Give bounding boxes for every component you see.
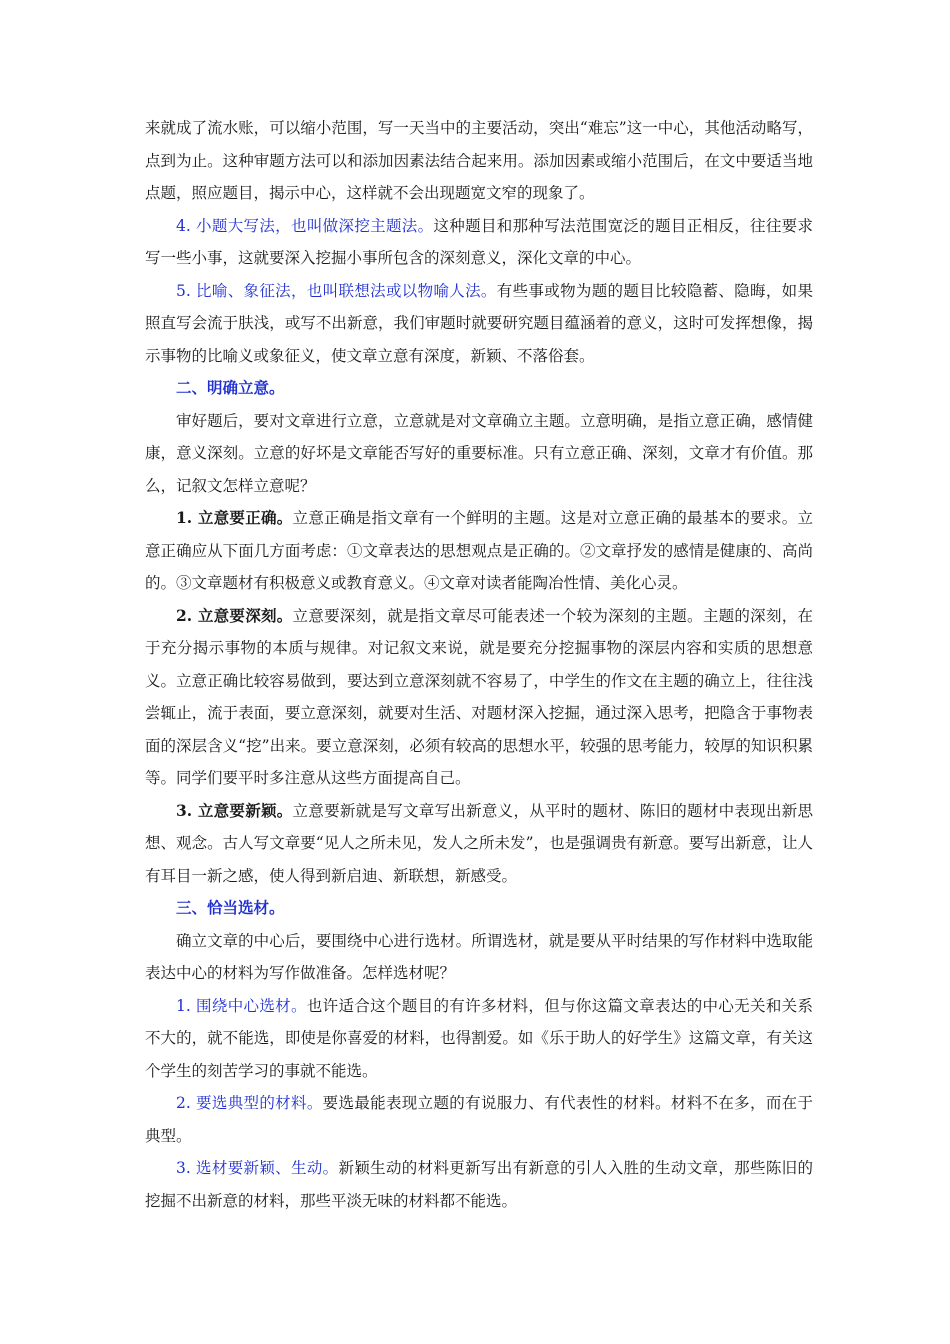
paragraph-center <box>145 990 813 1088</box>
point-heading-deep: 2. 立意要深刻。 <box>176 605 293 625</box>
point-heading-novel: 3. 立意要新颖。 <box>176 800 293 820</box>
paragraph-correct <box>145 502 813 600</box>
method-heading-4: 4. 小题大写法，也叫做深挖主题法。 <box>176 216 434 235</box>
select-heading-1: 1. 围绕中心选材。 <box>176 996 307 1015</box>
paragraph-typical <box>145 1087 813 1152</box>
document-page <box>145 112 813 1217</box>
paragraph-novel <box>145 795 813 893</box>
method-body-5: 有些事或物为题的题目比较隐蓄、隐晦，如果照直写会流于肤浅，或写不出新意，我们审题时就要研究题目蕴涵着的意义，这时可发挥想像，揭示事物的比喻义或象征义，使文章立意有深度，新颖、不落俗套。 <box>145 281 813 365</box>
paragraph-intro-2: 审好题后，要对文章进行立意，立意就是对文章确立主题。立意明确，是指立意正确，感情健康，意义深刻。立意的好坏是文章能否写好的重要标准。只有立意正确、深刻，文章才有价值。那么，记叙文怎样立意呢？ <box>145 411 813 495</box>
paragraph-deep <box>145 600 813 795</box>
point-heading-correct: 1. 立意要正确。 <box>176 508 293 527</box>
paragraph-vivid <box>145 1152 813 1217</box>
method-heading-5: 5. 比喻、象征法，也叫联想法或以物喻人法。 <box>176 281 497 300</box>
method-body-4: 这种题目和那种写法范围宽泛的题目正相反，往往要求写一些小事，这就要深入挖掘小事所包含的深刻意义，深化文章的中心。 <box>145 216 813 267</box>
paragraph-intro-3: 确立文章的中心后，要围绕中心进行选材。所谓选材，就是要从平时结果的写作材料中选取能表达中心的材料为写作做准备。怎样选材呢？ <box>145 931 813 982</box>
point-body-deep: 立意要深刻，就是指文章尽可能表述一个较为深刻的主题。主题的深刻，在于充分揭示事物的本质与规律。对记叙文来说，就是要充分挖掘事物的深层内容和实质的思想意义。立意正确比较容易做到，要达到立意深刻就不容易了，中学生的作文在主题的确立上，往往浅尝辄止，流于表面，要立意深刻，就要对生活、对题材深入挖掘，通过深入思考，把隐含于事物表面的深层含义“挖”出来。要立意深刻，必须有较高的思想水平，较强的思考能力，较厚的知识积累等。同学们要平时多注意从这些方面提高自己。 <box>145 606 813 787</box>
point-body-correct: 立意正确是指文章有一个鲜明的主题。这是对立意正确的最基本的要求。立意正确应从下面几方面考虑：①文章表达的思想观点是正确的。②文章抒发的感情是健康的、高尚的。③文章题材有积极意义或教育意义。④文章对读者能陶冶性情、美化心灵。 <box>145 509 813 592</box>
select-body-1: 也许适合这个题目的有许多材料，但与你这篇文章表达的中心无关和关系不大的，就不能选，即使是你喜爱的材料，也得割爱。如《乐于助人的好学生》这篇文章，有关这个学生的刻苦学习的事就不能选。 <box>145 996 813 1080</box>
paragraph-metaphor <box>145 275 813 373</box>
section-heading-3: 三、恰当选材。 <box>176 898 285 917</box>
paragraph-continuation: 来就成了流水账，可以缩小范围，写一天当中的主要活动，突出“难忘”这一中心，其他活动略写，点到为止。这种审题方法可以和添加因素法结合起来用。添加因素或缩小范围后，在文中要适当地点题，照应题目，揭示中心，这样就不会出现题宽文窄的现象了。 <box>145 119 813 202</box>
point-body-novel: 立意要新就是写文章写出新意义，从平时的题材、陈旧的题材中表现出新思想、观念。古人写文章要“见人之所未见，发人之所未发”，也是强调贵有新意。要写出新意，让人有耳目一新之感，使人得到新启迪、新联想，新感受。 <box>145 801 813 885</box>
select-heading-2: 2. 要选典型的材料。 <box>176 1094 323 1112</box>
select-heading-3: 3. 选材要新颖、生动。 <box>176 1159 339 1177</box>
select-body-2: 要选最能表现立题的有说服力、有代表性的材料。材料不在多，而在于典型。 <box>145 1094 813 1145</box>
select-body-3: 新颖生动的材料更新写出有新意的引人入胜的生动文章，那些陈旧的挖掘不出新意的材料，那些平淡无味的材料都不能选。 <box>145 1159 813 1210</box>
paragraph-small-topic <box>145 210 813 275</box>
section-heading-2: 二、明确立意。 <box>176 378 285 397</box>
